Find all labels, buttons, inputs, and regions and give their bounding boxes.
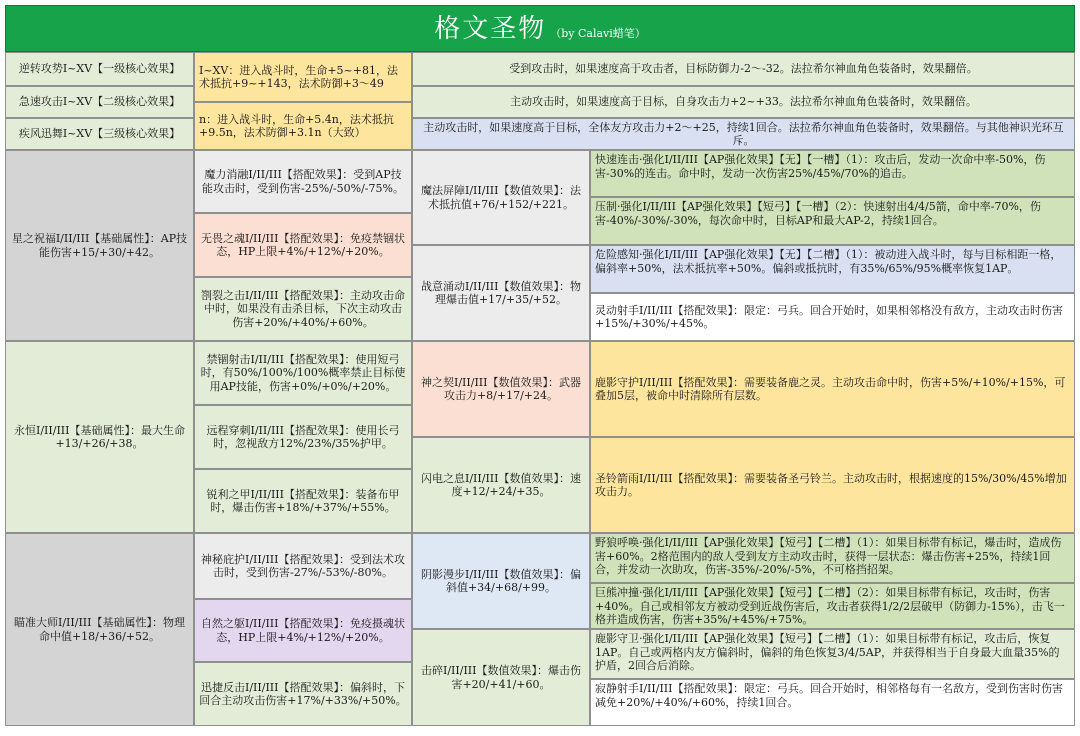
ap-effect-bear-charge: 巨熊冲撞·强化I/II/III【AP强化效果】【短弓】【二槽】（2）：如果目标带有标记，攻击时，伤害+40%。自己或相邻友方被动受到近战伤害后，攻击者获得1/2/2层破甲（防御力-15%），击飞一格并造成伤害，伤害+35%/+45%/+75%。 [590,583,1075,629]
core-effect-3: 主动攻击时，如果速度高于目标，全体友方攻击力+2～+25，持续1回合。法拉希尔神血角色装备时，效果翻倍。与其他神识光环互斥。 [412,118,1075,150]
growth-n: n：进入战斗时，生命+5.4n，法术抵抗+9.5n，法术防御+3.1n（大致） [194,102,412,150]
numeric-lightning-breath: 闪电之息I/II/III【数值效果】：速度+12/+24/+35。 [412,437,590,533]
core-name-2: 急速攻击I~XV【二级核心效果】 [5,86,194,118]
ap-effect-deer-sentinel: 鹿影守卫·强化I/II/III【AP强化效果】【短弓】【二槽】（1）：如果目标带有标记，攻击后，恢复1AP。自己或两格内友方偏斜时，偏斜的角色恢复3/4/5AP，并获得相当于自身最大血量35%的护盾，2回合后消除。 [590,629,1075,679]
title-banner [5,5,1075,52]
numeric-magic-barrier: 魔法屏障I/II/III【数值效果】：法术抵抗值+76/+152/+221。 [412,150,590,245]
core-effect-2: 主动攻击时，如果速度高于目标，自身攻击力+2~+33。法拉希尔神血角色装备时，效果翻倍。 [412,86,1075,118]
base-attr-star-blessing: 星之祝福I/II/III【基础属性】：AP技能伤害+15/+30/+42。 [5,150,194,341]
sub-effect-silent-archer: 寂静射手I/II/III【搭配效果】：限定：弓兵。回合开始时，相邻格每有一名敌方，受到伤害时伤害减免+20%/+40%/+60%，持续1回合。 [590,679,1075,726]
sub-effect-agile-archer: 灵动射手I/II/III【搭配效果】：限定：弓兵。回合开始时，如果相邻格没有敌方，主动攻击时伤害+15%/+30%/+45%。 [590,293,1075,341]
sub-effect-shackle-shot: 禁锢射击I/II/III【搭配效果】：使用短弓时，有50%/100%/100%概率禁止目标使用AP技能，伤害+0%/+0%/+20%。 [194,341,412,405]
numeric-god-pact: 神之契I/II/III【数值效果】：武器攻击力+8/+17/+24。 [412,341,590,437]
core-name-1: 逆转攻势I~XV【一级核心效果】 [5,52,194,86]
sub-effect-swift-counter: 迅捷反击I/II/III【搭配效果】：偏斜时，下回合主动攻击伤害+17%/+33%/+50%。 [194,662,412,726]
core-name-3: 疾风迅舞I~XV【三级核心效果】 [5,118,194,150]
numeric-shadow-walk: 阴影漫步I/II/III【数值效果】：偏斜值+34/+68/+99。 [412,533,590,629]
sub-effect-mana-dissolve: 魔力消融I/II/III【搭配效果】：受到AP技能攻击时，受到伤害-25%/-50%/-75%。 [194,150,412,213]
sub-effect-fearless-soul: 无畏之魂I/II/III【搭配效果】：免疫禁锢状态，HP上限+4%/+12%/+20%。 [194,213,412,277]
credit: （by Calavi蜡笔） [550,27,646,40]
numeric-shatter: 击碎I/II/III【数值效果】：爆击伤害+20/+41/+60。 [412,629,590,726]
base-attr-eternity: 永恒I/II/III【基础属性】：最大生命+13/+26/+38。 [5,341,194,533]
ap-effect-quick-combo: 快速连击·强化I/II/III【AP强化效果】【无】【一槽】（1）：攻击后，发动一次命中率-50%，伤害-30%的连击。命中时，发动一次伤害25%/45%/70%的追击。 [590,150,1075,197]
sub-effect-rending-strike: 劄裂之击I/II/III【搭配效果】：主动攻击命中时，如果没有击杀目标，下次主动攻击伤害+20%/+40%/+60%。 [194,277,412,341]
page-title: 格文圣物 [434,14,547,44]
sub-effect-ranged-pierce: 远程穿刺I/II/III【搭配效果】：使用长弓时，忽视敌方12%/23%/35%护甲。 [194,405,412,469]
numeric-battle-surge: 战意涌动I/II/III【数值效果】：物理爆击值+17/+35/+52。 [412,245,590,341]
ap-effect-danger-sense: 危险感知·强化I/II/III【AP强化效果】【无】【二槽】（1）：被动进入战斗时，每与目标相距一格，偏斜率+50%，法术抵抗率+50%。偏斜或抵抗时，有35%/65%/95%概率恢复1AP。 [590,245,1075,293]
sub-effect-sharp-armor: 锐利之甲I/II/III【搭配效果】：装备布甲时，爆击伤害+18%/+37%/+55%。 [194,469,412,533]
sub-effect-deer-guard: 鹿影守护I/II/III【搭配效果】：需要装备鹿之灵。主动攻击命中时，伤害+5%/+10%/+15%，可叠加5层，被命中时清除所有层数。 [590,341,1075,437]
ap-effect-suppress: 压制·强化I/II/III【AP强化效果】【短弓】【一槽】（2）：快速射出4/4/5箭，命中率-70%，伤害-40%/-30%/-30%，每次命中时，目标AP和最大AP-2，持续1回合。 [590,197,1075,245]
growth-roman: I~XV：进入战斗时，生命+5~+81，法术抵抗+9~+143，法术防御+3～49 [194,52,412,102]
sub-effect-mystic-shelter: 神秘庇护I/II/III【搭配效果】：受到法术攻击时，受到伤害-27%/-53%/-80%。 [194,533,412,599]
sub-effect-nature-body: 自然之躯I/II/III【搭配效果】：免疫摄魂状态，HP上限+4%/+12%/+20%。 [194,599,412,662]
base-attr-aim-master: 瞄准大师I/II/III【基础属性】：物理命中值+18/+36/+52。 [5,533,194,726]
core-effect-1: 受到攻击时，如果速度高于攻击者，目标防御力-2～-32。法拉希尔神血角色装备时，效果翻倍。 [412,52,1075,86]
sub-effect-holy-bell-arrows: 圣铃箭雨I/II/III【搭配效果】：需要装备圣弓铃兰。主动攻击时，根据速度的15%/30%/45%增加攻击力。 [590,437,1075,533]
ap-effect-wolf-call: 野狼呼唤·强化I/II/III【AP强化效果】【短弓】【二槽】（1）：如果目标带有标记，爆击时，造成伤害+60%。2格范围内的敌人受到友方主动攻击时，获得一层状态：爆击伤害+25%，持续1回合，并发动一次助攻，伤害-35%/-20%/-5%，不可格挡招架。 [590,533,1075,583]
